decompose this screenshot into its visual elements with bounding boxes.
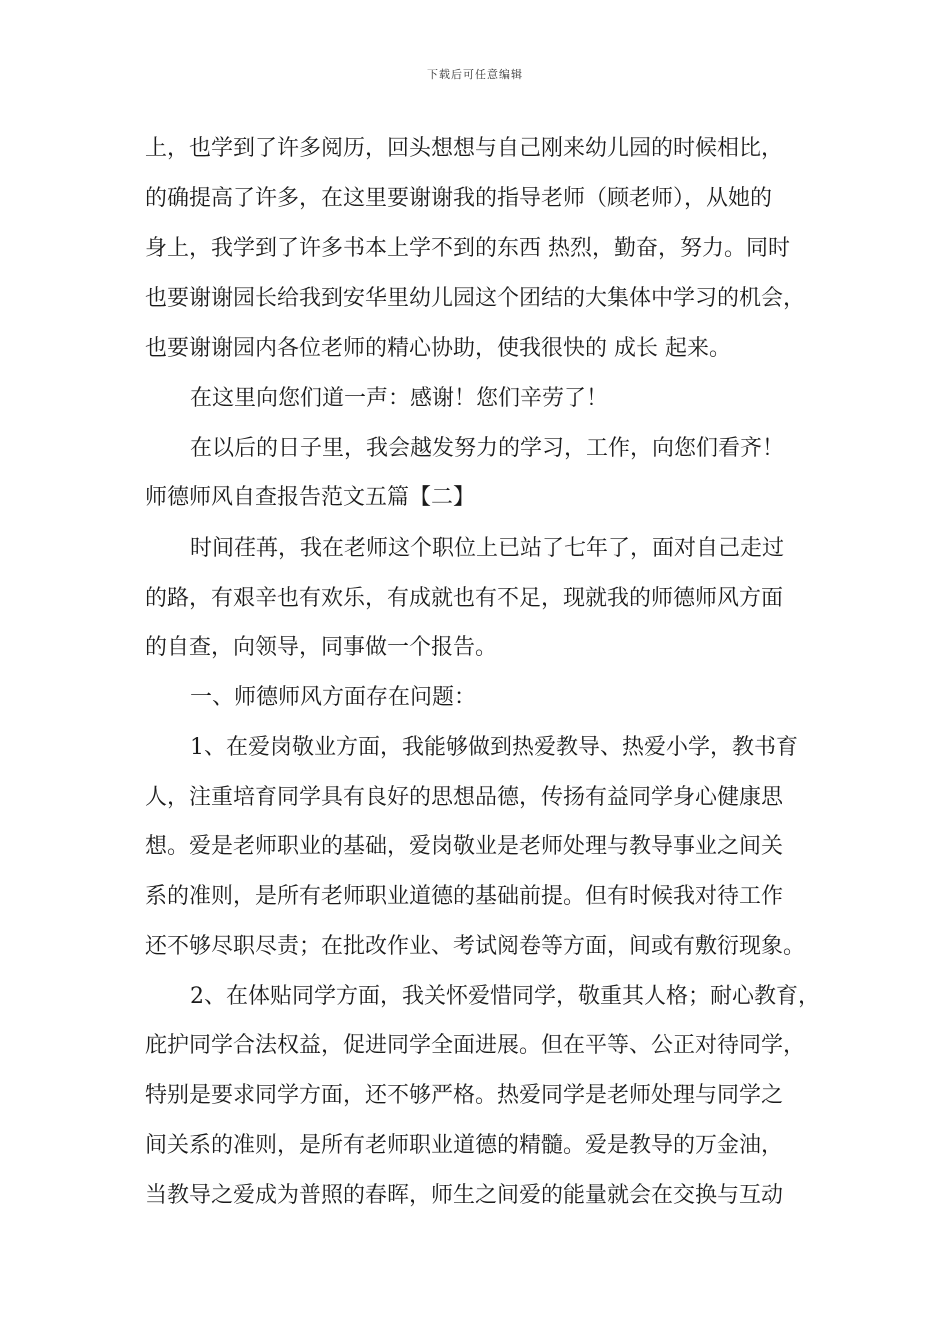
text-line-16: 系的准则，是所有老师职业道德的基础前提。但有时候我对待工作	[145, 884, 784, 909]
text-line-21: 间关系的准则，是所有老师职业道德的精髓。爱是教导的万金油，	[145, 1133, 784, 1158]
text-line-7: 在以后的日子里，我会越发努力的学习，工作，向您们看齐！	[190, 436, 785, 461]
section-heading: 师德师风自查报告范文五篇【二】	[145, 485, 476, 510]
subheading-problems: 一、师德师风方面存在问题：	[190, 685, 477, 710]
text-line-1: 上，也学到了许多阅历，回头想想与自己刚来幼儿园的时候相比，	[145, 136, 784, 161]
text-line-3: 身上，我学到了许多书本上学不到的东西 热烈，勤奋，努力。同时	[145, 236, 790, 261]
text-line-4: 也要谢谢园长给我到安华里幼儿园这个团结的大集体中学习的机会，	[145, 286, 806, 311]
text-line-13: 1、在爱岗敬业方面，我能够做到热爱教导、热爱小学，教书育	[190, 735, 798, 760]
text-line-22: 当教导之爱成为普照的春晖，师生之间爱的能量就会在交换与互动	[145, 1183, 784, 1208]
text-line-5: 也要谢谢园内各位老师的精心协助，使我很快的 成长 起来。	[145, 336, 731, 361]
page-header: 下载后可任意编辑	[427, 68, 523, 81]
text-line-2: 的确提高了许多，在这里要谢谢我的指导老师（顾老师），从她的	[145, 186, 773, 211]
text-line-11: 的自查，向领导，同事做一个报告。	[145, 635, 498, 660]
text-line-20: 特别是要求同学方面，还不够严格。热爱同学是老师处理与同学之	[145, 1083, 784, 1108]
text-line-14: 人，注重培育同学具有良好的思想品德，传扬有益同学身心健康思	[145, 785, 784, 810]
text-line-19: 庇护同学合法权益，促进同学全面进展。但在平等、公正对待同学，	[145, 1033, 806, 1058]
text-line-6: 在这里向您们道一声：感谢！您们辛劳了！	[190, 386, 609, 411]
text-line-15: 想。爱是老师职业的基础，爱岗敬业是老师处理与教导事业之间关	[145, 834, 784, 859]
text-line-10: 的路，有艰辛也有欢乐，有成就也有不足，现就我的师德师风方面	[145, 586, 784, 611]
text-line-17: 还不够尽职尽责；在批改作业、考试阅卷等方面，间或有敷衍现象。	[145, 934, 806, 959]
text-line-9: 时间荏苒，我在老师这个职位上已站了七年了，面对自己走过	[190, 536, 785, 561]
text-line-18: 2、在体贴同学方面，我关怀爱惜同学，敬重其人格；耐心教育，	[190, 984, 820, 1009]
